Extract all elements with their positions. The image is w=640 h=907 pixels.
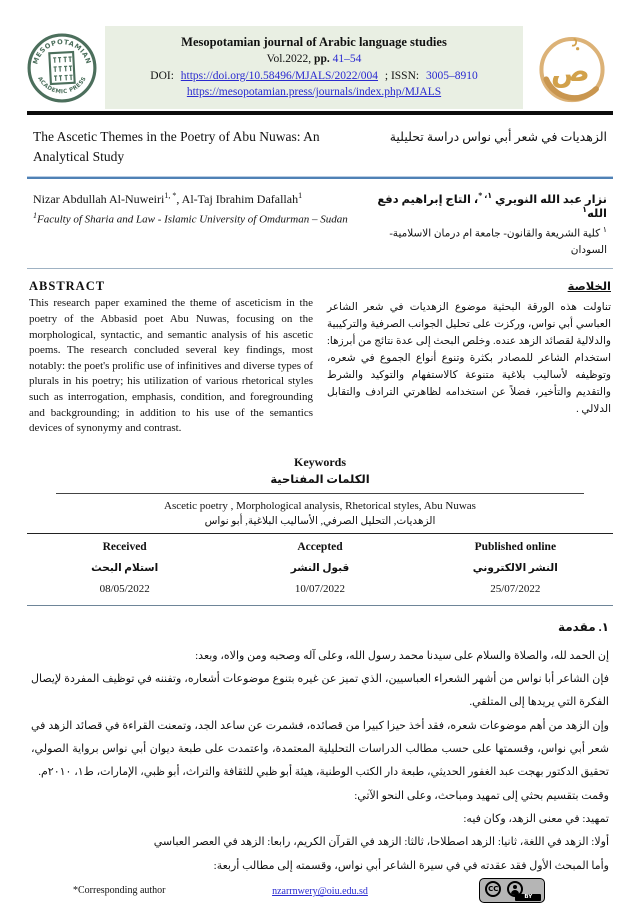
- affiliation-en: [33, 210, 348, 228]
- page-footer: [27, 878, 613, 907]
- journal-info-box: [105, 26, 523, 109]
- journal-logo-icon: [531, 31, 613, 105]
- person-head: [513, 885, 517, 889]
- corresponding-email-link[interactable]: nzarrnwery@oiu.edu.sd: [272, 886, 368, 898]
- accepted-label: Accepted: [297, 540, 343, 553]
- author-2-name-ar: ، التاج إبراهيم دفع الله: [377, 193, 607, 221]
- authors-section: [27, 179, 613, 269]
- email-wrap: [228, 881, 411, 899]
- published-label: Published online: [474, 540, 557, 553]
- journal-logo-glyph: ص: [550, 53, 590, 88]
- abstract-heading-ar: الخلاصة: [567, 281, 611, 294]
- author-1-name-ar: نزار عبد الله النويري: [492, 193, 607, 206]
- journal-url-line: [111, 84, 517, 101]
- author-names-en: [33, 191, 348, 207]
- affiliation-text-ar: كلية الشريعة والقانون- جامعة ام درمان الاسلامية-السودان: [389, 228, 607, 256]
- body-paragraph: إن الحمد لله، والصلاة والسلام على سيدنا محمد رسول الله، وعلى آله وصحبه ومن والاه، وبعد:: [195, 649, 609, 662]
- publisher-logo-svg: [27, 33, 97, 103]
- author-1-sup-ar: ١، *: [478, 190, 493, 200]
- journal-title: Mesopotamian journal of Arabic language studies: [181, 35, 447, 49]
- issn-label: ; ISSN:: [384, 69, 420, 82]
- issn-value: 3005–8910: [425, 69, 478, 82]
- doi-label: DOI:: [150, 69, 174, 82]
- journal-url-link[interactable]: https://mesopotamian.press/journals/index.php/MJALS: [186, 86, 442, 99]
- body-paragraph: أولا: الزهد في اللغة، ثانيا: الزهد اصطلاحا، ثالثا: الزهد في القرآن الكريم، رابعا: الزهد في العصر العباسي: [153, 836, 609, 849]
- author-2-name: , Al-Taj Ibrahim Dafallah: [176, 191, 299, 206]
- cc-by-label: BY: [515, 894, 541, 901]
- publisher-logo-icon: [27, 33, 97, 103]
- author-1-sup: 1, *: [164, 190, 177, 200]
- author-2-sup: 1: [298, 190, 303, 200]
- affiliation-ar: [357, 224, 607, 258]
- dates-table: [27, 534, 613, 605]
- published-label-ar: النشر الالكتروني: [472, 562, 558, 574]
- abstract-section: [27, 269, 613, 440]
- received-label: Received: [102, 540, 147, 553]
- keywords-heading-en: Keywords: [294, 454, 346, 469]
- section-heading-intro: ١. مقدمة: [557, 619, 609, 634]
- publisher-logo-bottom-text: ACADEMIC PRESS: [36, 75, 88, 95]
- body-paragraph: وقمت بتقسيم بحثي إلى تمهيد ومباحث، وعلى النحو الآتي:: [354, 789, 609, 802]
- abstract-text-en: This research paper examined the theme of asceticism in the poetry of the Abbasid poet Abu Nuwas, focusing on the morphological, syntactic, and semantic analysis of his ascetic poems. The research concluded several key findings, most notably: the poet's prolific use of infinitives and diverse types of plurals in his poetry; his utilization of various rhetorical styles such as interrogation, emphasis, condition, and foregrounding and backgrounding; in addition to his use of the semantics devices of synonymy and contrast.: [29, 297, 313, 435]
- journal-logo-svg: [531, 31, 613, 105]
- published-date: 25/07/2022: [490, 582, 541, 595]
- affiliation-text: Faculty of Sharia and Law - Islamic University of Omdurman – Sudan: [37, 213, 348, 226]
- received-date: 08/05/2022: [99, 582, 150, 595]
- accepted-label-ar: قبول النشر: [290, 562, 350, 574]
- abstract-ar: [327, 279, 611, 436]
- publisher-logo-top-text: MESOPOTAMIAN: [31, 37, 93, 65]
- doi-link[interactable]: https://doi.org/10.58496/MJALS/2022/004: [180, 69, 379, 82]
- title-section: [27, 115, 613, 176]
- volume-pages-line: [111, 51, 517, 68]
- author-1-name: Nizar Abdullah Al-Nuweiri: [33, 191, 165, 206]
- dates-bottom-divider: [27, 605, 613, 606]
- license-wrap: [412, 878, 613, 903]
- abstract-heading-en: ABSTRACT: [29, 279, 106, 294]
- introduction-section: [27, 620, 613, 878]
- affiliation-sup: 1: [33, 210, 37, 220]
- pp-label: pp.: [314, 53, 330, 66]
- author-2-sup-ar: ١: [582, 205, 588, 215]
- volume-text: Vol.2022,: [266, 53, 312, 66]
- body-paragraph: تمهيد: في معنى الزهد، وكان فيه:: [463, 812, 609, 825]
- keywords-values-ar: الزهديات, التحليل الصرفي, الأساليب البلاغية, أبو نواس: [204, 515, 436, 527]
- logo-dot: [576, 47, 579, 50]
- author-names-ar: [357, 191, 607, 221]
- cc-logo-icon: CC: [485, 881, 501, 897]
- page-range: 41–54: [332, 53, 362, 66]
- keywords-heading-ar: الكلمات المفتاحية: [270, 473, 370, 486]
- keywords-divider: [56, 493, 583, 494]
- body-paragraph: فإن الشاعر أبا نواس من أشهر الشعراء العباسيين، الذي تميز عن غيره بتنوع موضوعات أشعاره، وتفننه في توظيف المفردة لإيصال الفكرة التي يريدها إلى المتلقي.: [31, 673, 609, 709]
- received-label-ar: استلام البحث: [91, 562, 159, 574]
- accepted-date: 10/07/2022: [294, 582, 346, 595]
- paper-title-en: The Ascetic Themes in the Poetry of Abu Nuwas: An Analytical Study: [33, 129, 320, 165]
- corresponding-author-note: *Corresponding author: [73, 884, 166, 896]
- cc-by-badge: [479, 878, 545, 903]
- affiliation-sup-ar: ١: [602, 225, 607, 235]
- journal-header: [27, 26, 613, 109]
- authors-en: [33, 191, 348, 259]
- keywords-section: [27, 453, 613, 533]
- body-paragraph: وإن الزهد من أهم موضوعات شعره، فقد أخذ حيزا كبيرا من قصائده، فشمرت عن ساعد الجد، وتمعنت القراءة في قصائد الزهد في شعر أبي نواس، وقسمتها على حسب مطالب الدراسات التحليلية المعتمدة، واعتمدت على طبعة ديوان أبي نواس برواية الصولي، تحقيق الدكتور بهجت عبد الغفور الحديثي، طبعة دار الكتب الوطنية، هيئة أبو ظبي للثقافة والتراث، أبو ظبي، الإمارات، ط١، ٢٠١٠م.: [31, 719, 609, 779]
- abstract-en: [29, 279, 313, 436]
- abstract-text-ar: تناولت هذه الورقة البحثية موضوع الزهديات في شعر الشاعر العباسي أبي نواس، وركزت على تحليل الجوانب الصرفية والتركيبية والدلالية لقصائد الزهد عنده. وخلص البحث إلى عدة نتائج من أبرزها: استخدام الشاعر للمصادر بكثرة وتنوع أنواع الجموع في شعره، وتوظيفه لأساليب بلاغية متنوعة كالاستفهام والتوكيد والشرط والتقديم والتأخير، فضلاً عن استخدامه لظاهرتي الترادف والتقابل الدلالي .: [327, 302, 611, 416]
- body-paragraph: وأما المبحث الأول فقد عقدته في في سيرة الشاعر أبي نواس، وقسمته إلى مطالب أربعة:: [213, 859, 609, 872]
- authors-ar: [357, 191, 607, 259]
- doi-issn-line: [111, 68, 517, 85]
- paper-title-ar: الزهديات في شعر أبي نواس دراسة تحليلية: [389, 130, 607, 145]
- keywords-values-en: Ascetic poetry , Morphological analysis, Rhetorical styles, Abu Nuwas: [164, 499, 476, 512]
